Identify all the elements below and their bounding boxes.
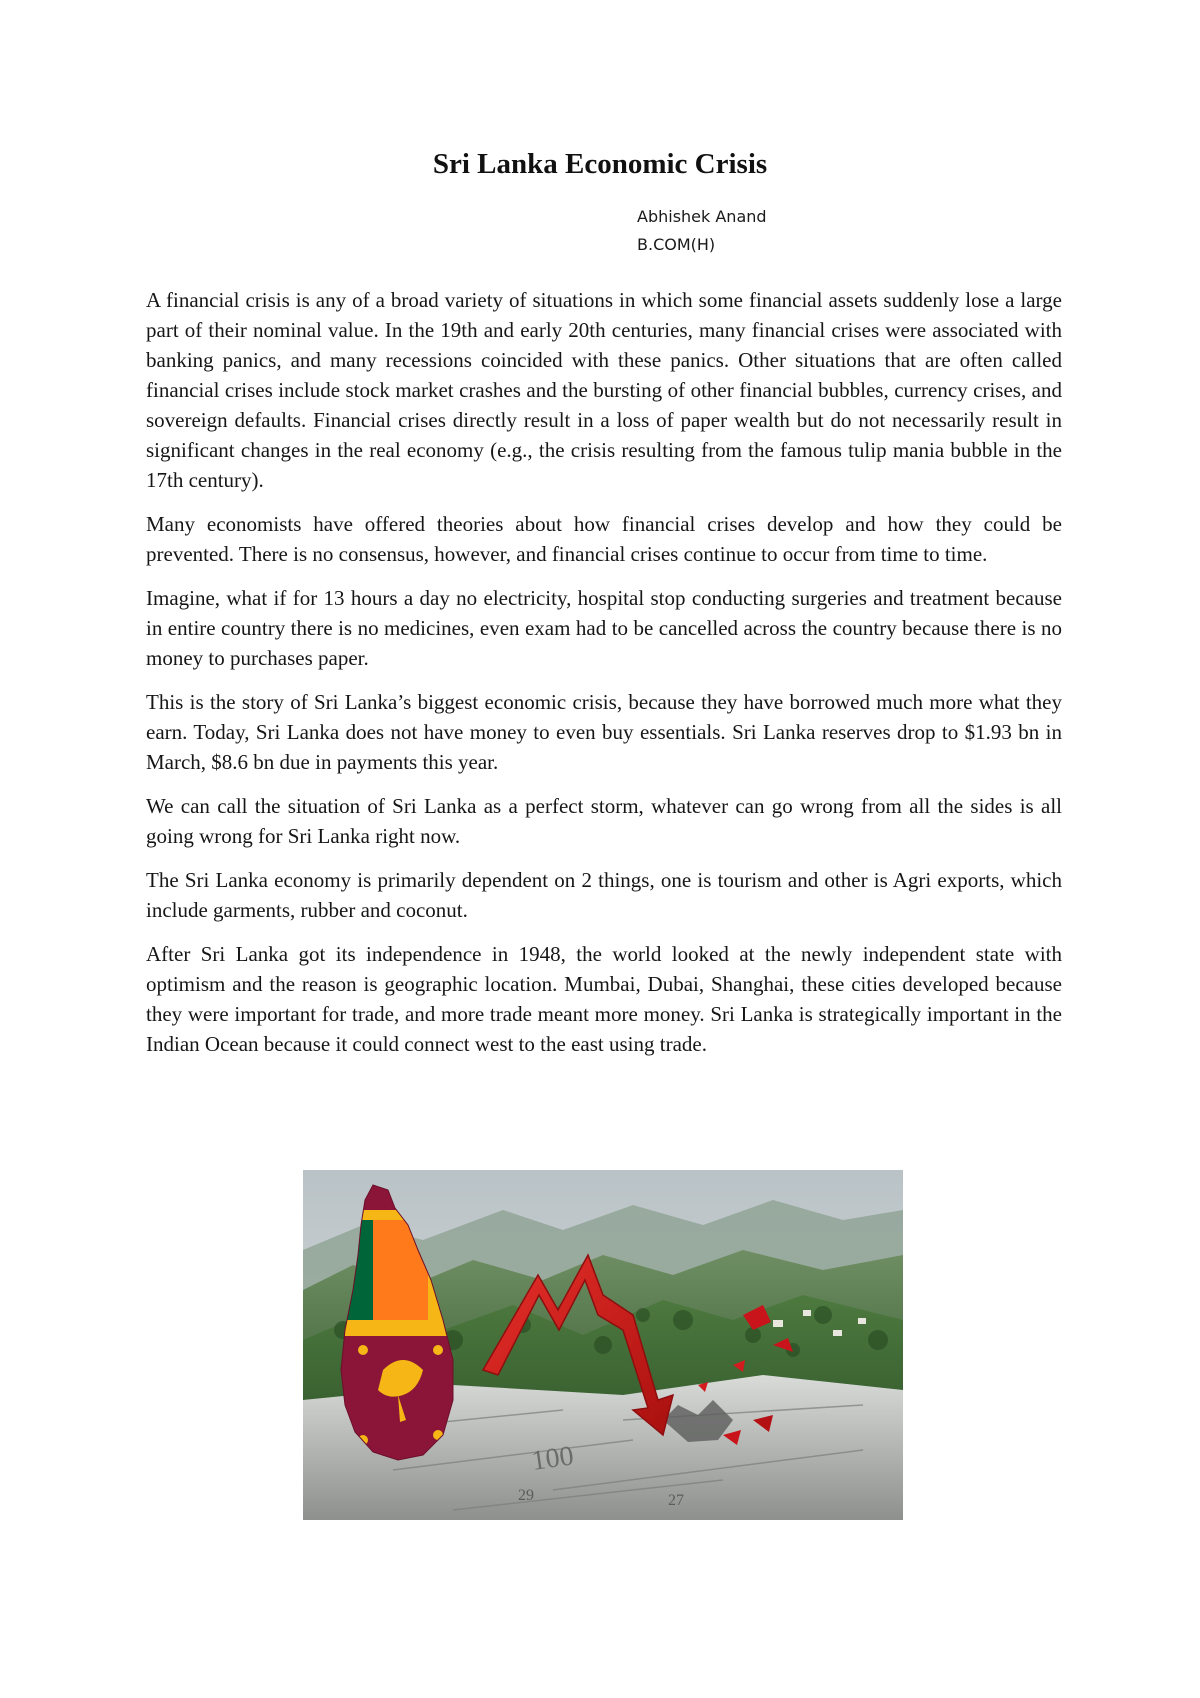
author-block: [637, 203, 767, 259]
document-title: Sri Lanka Economic Crisis: [432, 148, 768, 180]
paragraph: Many economists have offered theories about how financial crises develop and how they could be prevented. There is no consensus, however, and financial crises continue to occur from time to time.: [146, 512, 1062, 566]
banknote-number: 29: [518, 1487, 534, 1504]
crisis-illustration: [303, 1170, 903, 1520]
author-name: Abhishek Anand: [637, 207, 767, 226]
paragraph: Imagine, what if for 13 hours a day no electricity, hospital stop conducting surgeries and treatment because in entire country there is no medicines, even exam had to be cancelled across the country because there is no money to purchases paper.: [146, 586, 1062, 670]
paragraph: After Sri Lanka got its independence in 1948, the world looked at the newly independent state with optimism and the reason is geographic location. Mumbai, Dubai, Shanghai, these cities developed because they were important for trade, and more trade meant more money. Sri Lanka is strategically important in the Indian Ocean because it could connect west to the east using trade.: [146, 942, 1062, 1056]
paragraph: The Sri Lanka economy is primarily dependent on 2 things, one is tourism and other is Agri exports, which include garments, rubber and coconut.: [146, 868, 1062, 922]
article-body: [146, 285, 1062, 1073]
banknote-number: 27: [668, 1492, 684, 1509]
illustration-svg: [303, 1170, 903, 1520]
author-degree: B.COM(H): [637, 235, 716, 254]
paragraph: A financial crisis is any of a broad variety of situations in which some financial assets suddenly lose a large part of their nominal value. In the 19th and early 20th centuries, many financial crises were associated with banking panics, and many recessions coincided with these panics. Other situations that are often called financial crises include stock market crashes and the bursting of other financial bubbles, currency crises, and sovereign defaults. Financial crises directly result in a loss of paper wealth but do not necessarily result in significant changes in the real economy (e.g., the crisis resulting from the famous tulip mania bubble in the 17th century).: [146, 288, 1062, 492]
paragraph: We can call the situation of Sri Lanka as a perfect storm, whatever can go wrong from all the sides is all going wrong for Sri Lanka right now.: [146, 794, 1062, 848]
banknote-number: 100: [529, 1440, 576, 1477]
paragraph: This is the story of Sri Lanka’s biggest economic crisis, because they have borrowed much more what they earn. Today, Sri Lanka does not have money to even buy essentials. Sri Lanka reserves drop to $1.93 bn in March, $8.6 bn due in payments this year.: [146, 690, 1062, 774]
